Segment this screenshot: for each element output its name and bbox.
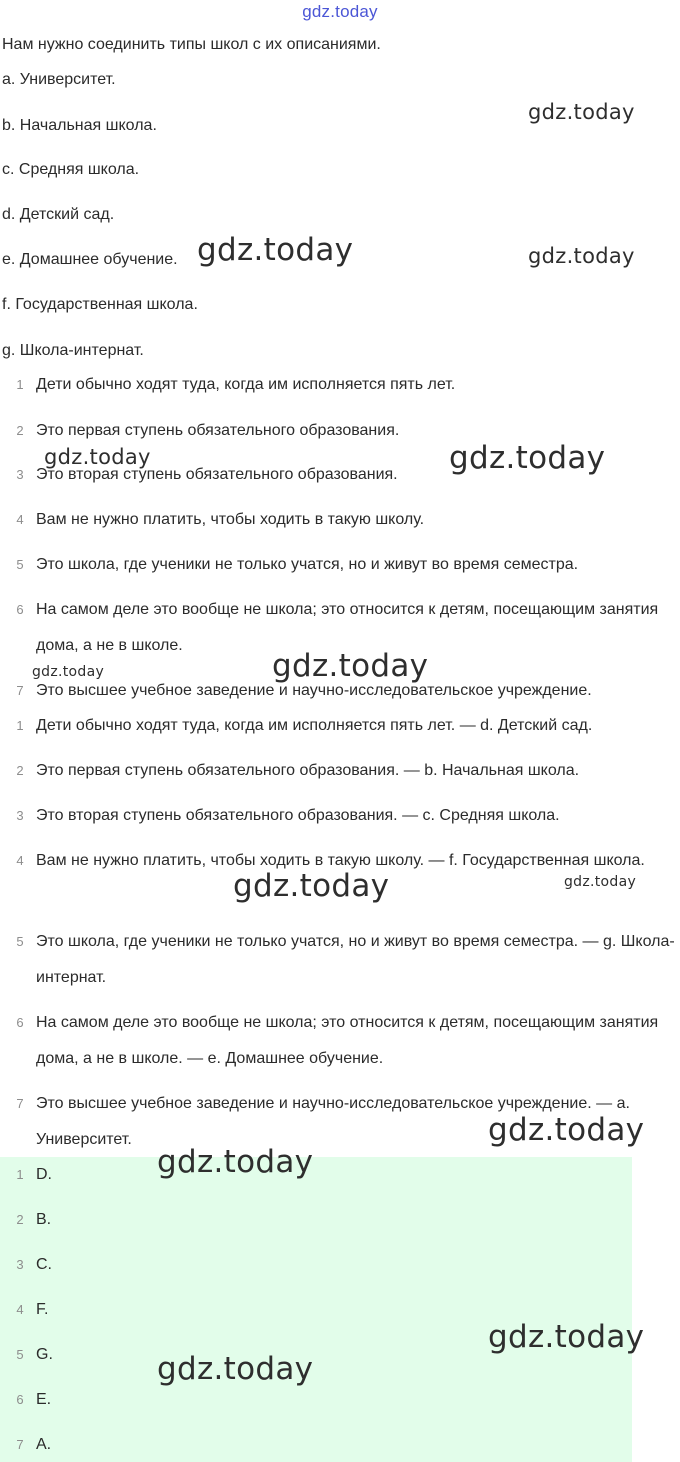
school-type-f: f. Государственная школа. bbox=[2, 296, 198, 313]
site-header[interactable]: gdz.today bbox=[302, 2, 378, 21]
watermark: gdz.today bbox=[197, 232, 354, 268]
item-number: 1 bbox=[16, 1167, 24, 1182]
task-intro: Нам нужно соединить типы школ с их описаниями. bbox=[2, 36, 381, 53]
item-number: 7 bbox=[16, 1096, 24, 1111]
item-text: Вам не нужно платить, чтобы ходить в такую школу. bbox=[36, 511, 425, 528]
answer-letter: E. bbox=[36, 1391, 52, 1408]
item-number: 1 bbox=[16, 377, 24, 392]
item-number: 1 bbox=[16, 718, 24, 733]
item-text: Дети обычно ходят туда, когда им исполняется пять лет. bbox=[36, 376, 456, 393]
item-text: Это школа, где ученики не только учатся, но и живут во время семестра. bbox=[36, 556, 579, 573]
watermark: gdz.today bbox=[32, 664, 105, 680]
watermark: gdz.today bbox=[272, 648, 429, 684]
item-number: 3 bbox=[16, 808, 24, 823]
answer-letter: A. bbox=[36, 1436, 52, 1453]
item-number: 6 bbox=[16, 1015, 24, 1030]
school-type-b: b. Начальная школа. bbox=[2, 117, 157, 134]
watermark: gdz.today bbox=[449, 440, 606, 476]
item-number: 4 bbox=[16, 512, 24, 527]
school-type-d: d. Детский сад. bbox=[2, 206, 115, 223]
item-number: 2 bbox=[16, 763, 24, 778]
item-number: 5 bbox=[16, 1347, 24, 1362]
item-text: Это школа, где ученики не только учатся, но и живут во время семестра. — g. Школа-интернат. bbox=[36, 933, 675, 986]
item-text: На самом деле это вообще не школа; это относится к детям, посещающим занятия дома, а не в школе. — e. Домашнее обучение. bbox=[36, 1014, 659, 1067]
watermark: gdz.today bbox=[157, 1351, 314, 1387]
item-number: 3 bbox=[16, 467, 24, 482]
item-number: 6 bbox=[16, 602, 24, 617]
school-type-a: a. Университет. bbox=[2, 71, 116, 88]
answer-letter: B. bbox=[36, 1211, 52, 1228]
item-text: Вам не нужно платить, чтобы ходить в такую школу. — f. Государственная школа. bbox=[36, 852, 645, 869]
item-number: 6 bbox=[16, 1392, 24, 1407]
item-number: 7 bbox=[16, 683, 24, 698]
watermark: gdz.today bbox=[44, 445, 151, 469]
watermark: gdz.today bbox=[488, 1319, 645, 1355]
item-text: Это вторая ступень обязательного образования. bbox=[36, 466, 398, 483]
school-type-e: e. Домашнее обучение. bbox=[2, 251, 178, 268]
watermark: gdz.today bbox=[233, 868, 390, 904]
answer-box bbox=[0, 1157, 632, 1462]
item-text: Это первая ступень обязательного образования. — b. Начальная школа. bbox=[36, 762, 580, 779]
item-number: 5 bbox=[16, 557, 24, 572]
answer-letter: D. bbox=[36, 1166, 52, 1183]
school-type-c: c. Средняя школа. bbox=[2, 161, 140, 178]
item-text: На самом деле это вообще не школа; это относится к детям, посещающим занятия дома, а не в школе. bbox=[36, 601, 659, 654]
item-text: Дети обычно ходят туда, когда им исполняется пять лет. — d. Детский сад. bbox=[36, 717, 593, 734]
watermark: gdz.today bbox=[157, 1144, 314, 1180]
item-number: 4 bbox=[16, 853, 24, 868]
school-type-g: g. Школа-интернат. bbox=[2, 342, 144, 359]
item-text: Это вторая ступень обязательного образования. — c. Средняя школа. bbox=[36, 807, 560, 824]
watermark: gdz.today bbox=[528, 244, 635, 268]
item-text: Это высшее учебное заведение и научно-исследовательское учреждение. — a. Университет. bbox=[36, 1095, 630, 1148]
answer-letter: F. bbox=[36, 1301, 49, 1318]
item-number: 3 bbox=[16, 1257, 24, 1272]
item-number: 7 bbox=[16, 1437, 24, 1452]
answer-letter: G. bbox=[36, 1346, 53, 1363]
item-text: Это первая ступень обязательного образования. bbox=[36, 422, 400, 439]
item-number: 4 bbox=[16, 1302, 24, 1317]
watermark: gdz.today bbox=[528, 100, 635, 124]
answer-letter: C. bbox=[36, 1256, 52, 1273]
item-text: Это высшее учебное заведение и научно-исследовательское учреждение. bbox=[36, 682, 592, 699]
item-number: 5 bbox=[16, 934, 24, 949]
watermark: gdz.today bbox=[488, 1112, 645, 1148]
item-number: 2 bbox=[16, 1212, 24, 1227]
watermark: gdz.today bbox=[564, 874, 637, 890]
item-number: 2 bbox=[16, 423, 24, 438]
